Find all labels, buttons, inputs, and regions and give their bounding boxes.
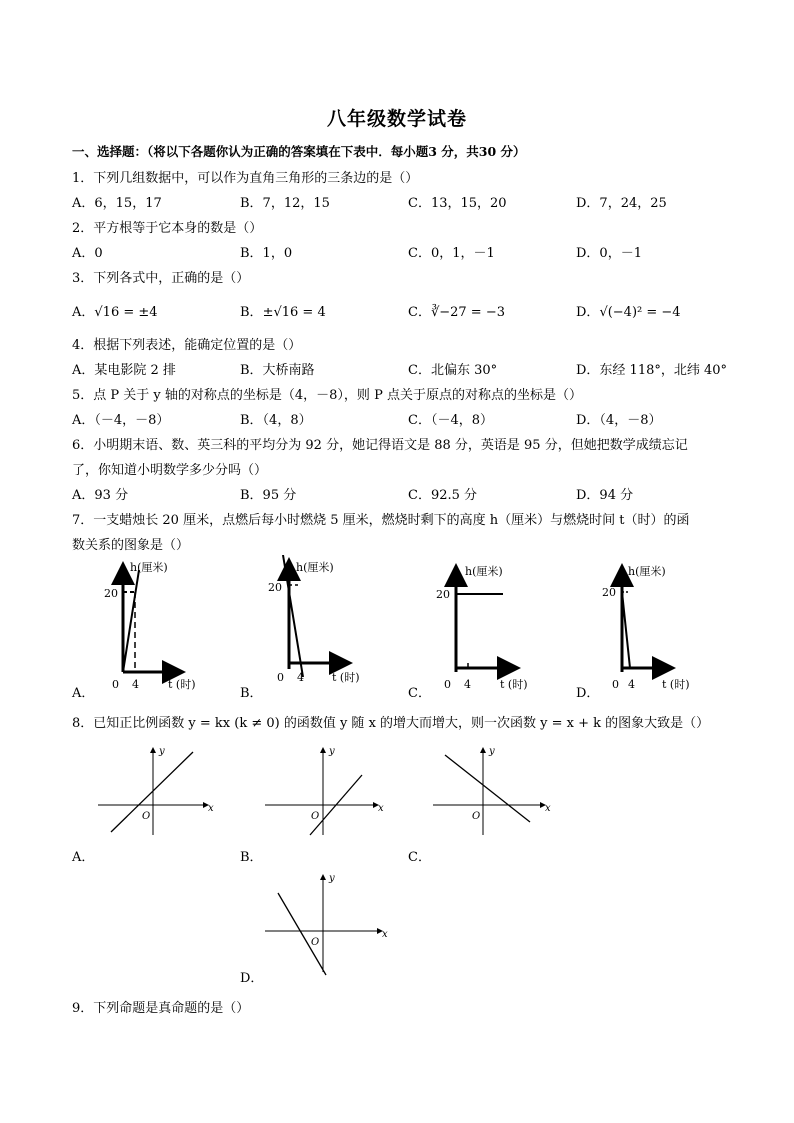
q7-b-y-tick: 20 [268, 581, 282, 594]
q8-d-x-axis: x [382, 929, 388, 940]
q3-c-label: C． [408, 305, 431, 320]
question-2-stem: 2．平方根等于它本身的数是（） [72, 221, 263, 236]
q7-c-x-tick: 4 [464, 678, 471, 691]
q3-option-d[interactable] [576, 301, 681, 320]
q7-c-y-tick: 20 [436, 588, 450, 601]
q4-option-b[interactable]: B．大桥南路 [240, 363, 315, 378]
q7-a-x-label: t (时) [168, 678, 196, 691]
q8-graph-b[interactable] [265, 746, 384, 835]
question-6-stem-line1: 6．小明期末语、数、英三科的平均分为 92 分，她记得语文是 88 分，英语是 95 分，但她把数学成绩忘记 [72, 438, 688, 453]
q1-option-a[interactable]: A．6，15，17 [72, 196, 162, 211]
q8-d-origin: O [311, 937, 320, 948]
q7-option-a[interactable]: A． [72, 686, 95, 701]
q7-b-x-tick: 4 [297, 671, 304, 684]
q8-a-x-axis: x [208, 803, 214, 814]
q4-option-c[interactable]: C．北偏东 30° [408, 363, 498, 378]
q8-b-y-axis: y [329, 746, 335, 757]
page-title: 八年级数学试卷 [326, 108, 467, 130]
q6-option-c[interactable]: C．92.5 分 [408, 488, 478, 503]
q3-option-a[interactable] [72, 301, 158, 320]
q7-b-origin: 0 [277, 671, 284, 684]
q2-option-d[interactable]: D．0，－1 [576, 246, 642, 261]
q8-option-c[interactable]: C． [408, 850, 431, 865]
q8-c-x-axis: x [545, 803, 551, 814]
q7-option-d[interactable]: D． [576, 686, 600, 701]
q3-d-expression: √(−4)² = −4 [599, 305, 681, 320]
section-heading: 一、选择题：（将以下各题你认为正确的答案填在下表中．每小题3 分，共30 分） [72, 144, 526, 159]
q3-option-b[interactable] [240, 301, 326, 320]
q8-graphs [90, 740, 570, 980]
q1-option-d[interactable]: D．7，24，25 [576, 196, 667, 211]
q4-option-a[interactable]: A．某电影院 2 排 [72, 363, 176, 378]
q7-d-origin: 0 [612, 678, 619, 691]
question-4-stem: 4．根据下列表述，能确定位置的是（） [72, 338, 302, 353]
question-7-stem-line1: 7．一支蜡烛长 20 厘米，点燃后每小时燃烧 5 厘米，燃烧时剩下的高度 h（厘米）与燃烧时间 t（时）的函 [72, 513, 690, 528]
q1-option-b[interactable]: B．7，12，15 [240, 196, 330, 211]
question-3-stem: 3．下列各式中，正确的是（） [72, 271, 250, 286]
q5-option-b[interactable]: B．（4，8） [240, 413, 312, 428]
q7-d-y-label: h(厘米) [628, 565, 666, 578]
q7-c-y-label: h(厘米) [465, 565, 503, 578]
q5-option-a[interactable]: A．（－4，－8） [72, 413, 170, 428]
q6-option-a[interactable]: A．93 分 [72, 488, 129, 503]
q7-a-x-tick: 4 [132, 678, 139, 691]
q7-a-origin: 0 [112, 678, 119, 691]
q8-option-d[interactable]: D． [240, 971, 264, 986]
q8-c-y-axis: y [489, 746, 495, 757]
q7-d-x-tick: 4 [628, 678, 635, 691]
question-1-stem: 1．下列几组数据中，可以作为直角三角形的三条边的是（） [72, 171, 419, 186]
q7-b-y-label: h(厘米) [296, 561, 334, 574]
q3-b-label: B． [240, 305, 263, 320]
q4-option-d[interactable]: D．东经 118°，北纬 40° [576, 363, 728, 378]
q8-a-origin: O [142, 811, 151, 822]
q7-d-y-tick: 20 [602, 586, 616, 599]
q5-option-d[interactable]: D．（4，－8） [576, 413, 662, 428]
q7-graph-b[interactable] [268, 555, 360, 684]
q1-option-c[interactable]: C．13，15，20 [408, 196, 507, 211]
question-7-stem-line2: 数关系的图象是（） [72, 538, 190, 553]
q7-c-origin: 0 [444, 678, 451, 691]
q7-a-y-tick: 20 [104, 587, 118, 600]
q3-c-expression: ∛−27 = −3 [430, 305, 505, 320]
q5-option-c[interactable]: C．（－4，8） [408, 413, 493, 428]
q8-graph-a[interactable] [98, 746, 214, 835]
q2-option-b[interactable]: B．1，0 [240, 246, 293, 261]
q7-graph-a[interactable] [104, 560, 196, 691]
q6-option-b[interactable]: B．95 分 [240, 488, 297, 503]
question-8-stem: 8．已知正比例函数 y = kx (k ≠ 0) 的函数值 y 随 x 的增大而增大，则一次函数 y = x + k 的图象大致是（） [72, 716, 710, 731]
question-5-stem: 5．点 P 关于 y 轴的对称点的坐标是（4，－8），则 P 点关于原点的对称点的坐标是（） [72, 388, 582, 403]
q8-a-y-axis: y [159, 746, 165, 757]
q8-option-a[interactable]: A． [72, 850, 95, 865]
q7-graph-c[interactable] [436, 564, 528, 691]
q3-b-expression: ±√16 = 4 [262, 305, 326, 320]
q8-option-b[interactable]: B． [240, 850, 263, 865]
q8-b-x-axis: x [378, 803, 384, 814]
q2-option-a[interactable]: A．0 [72, 246, 103, 261]
q3-d-label: D． [576, 305, 600, 320]
q8-b-origin: O [311, 811, 320, 822]
q8-graph-c[interactable] [433, 746, 551, 835]
q3-option-c[interactable] [408, 301, 505, 320]
q8-graph-d[interactable] [265, 873, 388, 975]
q7-d-x-label: t (时) [662, 678, 690, 691]
q7-c-x-label: t (时) [500, 678, 528, 691]
q8-c-origin: O [472, 811, 481, 822]
question-9-stem: 9．下列命题是真命题的是（） [72, 1001, 250, 1016]
q3-a-expression: √16 = ±4 [94, 305, 158, 320]
question-6-stem-line2: 了，你知道小明数学多少分吗（） [72, 463, 268, 478]
q6-option-d[interactable]: D．94 分 [576, 488, 634, 503]
q7-b-x-label: t (时) [332, 671, 360, 684]
q7-graphs [60, 555, 740, 700]
q7-option-b[interactable]: B． [240, 686, 263, 701]
q8-d-y-axis: y [329, 873, 335, 884]
q3-a-label: A． [72, 305, 95, 320]
q2-option-c[interactable]: C．0，1，－1 [408, 246, 495, 261]
q7-a-y-label: h(厘米) [130, 561, 168, 574]
q7-graph-d[interactable] [602, 564, 690, 691]
q7-option-c[interactable]: C． [408, 686, 431, 701]
